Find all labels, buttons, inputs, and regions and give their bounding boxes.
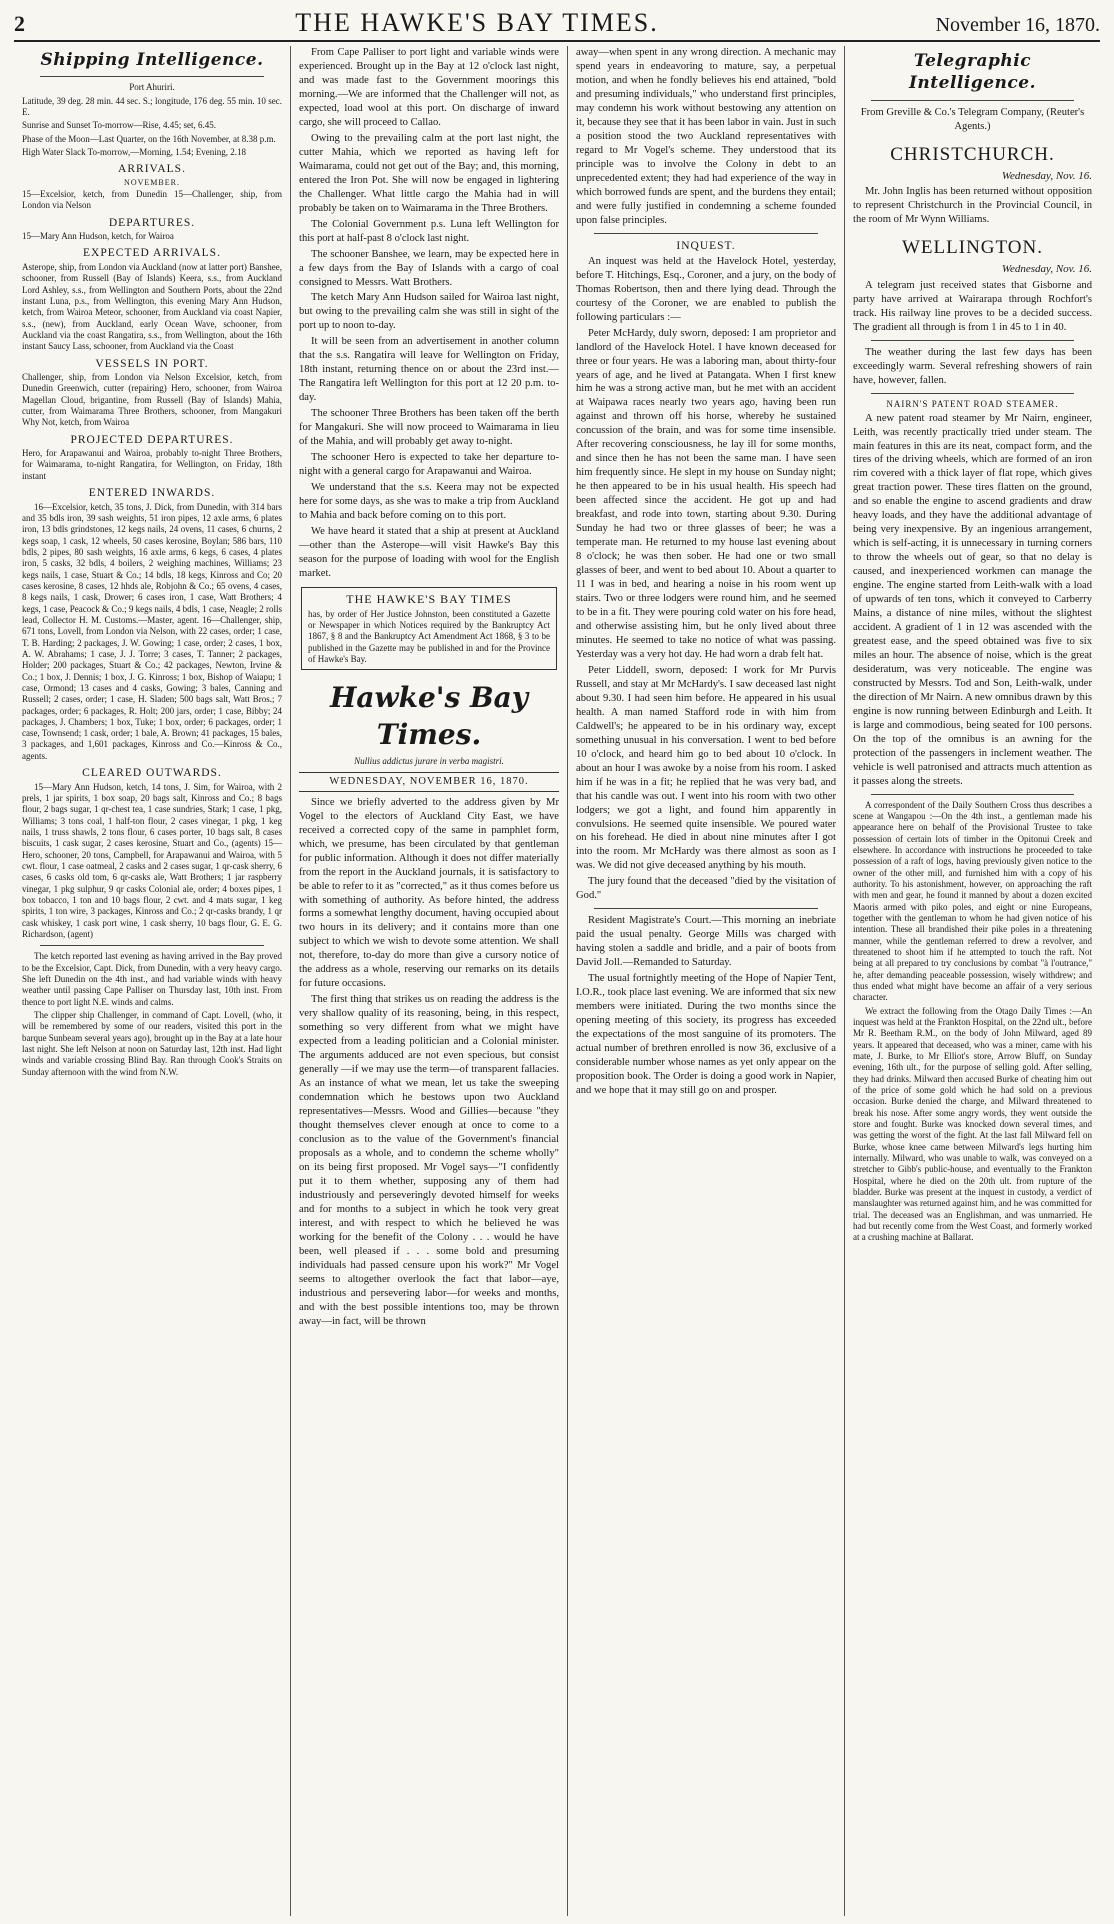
inquest-para: The jury found that the deceased "died by the visitation of God." [576,876,836,902]
christchurch-news: Mr. John Inglis has been returned without opposition to represent Christchurch in the Provincial Council, in the room of Mr Wynn Williams. [853,186,1092,226]
editorial-continued: away—when spent in any wrong direction. A mechanic may spend years in endeavoring to mature, say, a perpetual motion, and when he fondly believes his end attained, "bold and presuming individuals," who understand first principles, may condemn his work without bestowing any attention on it, because they see that it has been labor in vain. Just in such a position stood the two Auckland representatives with regard to Mr Vogel's scheme. They understood that its principle was to involve the Colony in debt to an unprecedented extent; they had had experience of the way in which borrowed funds are spent, and the burdens they entail; and were fully justified in condemning a scheme founded upon false principles. [576,47,836,226]
shipping-para: From Cape Palliser to port light and variable winds were experienced. Brought up in the Bay at 12 o'clock last night, and was made fast to the Government moorings this morning.—We are informed that the Challenger will not, as expected, load wool at this port. On discharge of inward cargo, she will proceed to Callao. [299,47,559,128]
vessels-in-port: Challenger, ship, from London via Nelson Excelsior, ketch, from Dunedin Greenwich, cutter (repairing) Hero, schooner, from Wairoa Magellan Cloud, brigantine, from Russell (Bay of Islands) Mahia, cutter, from Waimarama Three Brothers, schooner, from Mangakuri Why Not, ketch, from Wairoa [22,372,282,428]
notice-body: has, by order of Her Justice Johnston, been constituted a Gazette or Newspaper in which Notices required by the Bankruptcy Act 1867, § 8 and the Bankruptcy Act Amendment Act 1868, § 3 to be published in the Gazette may be published in and for the Province of Hawke's Bay. [308,608,550,664]
inquest-para: Peter Liddell, sworn, deposed: I work for Mr Purvis Russell, and stay at Mr McHardy's. I saw deceased last night about 9.30. I had seen him before. He appeared in his usual health. A man named Stafford rode in with him from Caldwell's; he appeared to be in his ordinary way, except something unusual in his conversation. I went to bed before 10 o'clock, and heard him go to bed about 10 o'clock. In about an hour I was awoke by a noise from his room. I asked him if he was in a fit; he replied that he was very bad, and that his candle was out. I went into his room with two other lodgers; we got a light, and found him apparently in convulsions. He seemed quite insensible. We poured water on his forehead. He died in about nine minutes after I got into the room. Mr McHardy was there almost as soon as I was. We did not give deceased anything by his mouth. [576,664,836,872]
arrivals: 15—Excelsior, ketch, from Dunedin 15—Challenger, ship, from London via Nelson [22,188,282,211]
column-1 [14,46,290,1916]
shipping-para: We have heard it stated that a ship at present at Auckland—other than the Asterope—will visit Hawke's Bay this season for the purpose of loading with wool for the English market. [299,525,559,579]
cleared-outwards: 15—Mary Ann Hudson, ketch, 14 tons, J. Sim, for Wairoa, with 2 prels, 1 jar spirits, 1 box soap, 20 bags salt, Kinross and Co.; 8 bags flour, 2 bags sugar, 1 qr-chest tea, 1 case sundries, Stark; 1 case, 1 pkg, Williams; 3 tons coal, 1 half-ton flour, 2 cases vinegar, 1 pkg, 1 keg nails, 1 truss shawls, 2 tons flour, 6 cases porter, 10 bags salt, 8 cases biscuits, 1 cask sugar, 2 cases kerosine, Stuart and Co., (agents) 15—Hero, schooner, 20 tons, Campbell, for Arapawanui and Wairoa, with 5 cwt. flour, 1 case oatmeal, 2 casks and 2 cases sugar, 1 qr-cask sherry, 6 cases, 6 casks old tom, 6 qr-casks ale, Watt Brothers; 1 jar raspberry vinegar, 1 pkg sulphur, 9 qr casks Colonial ale, order; 4 boxes pipes, 1 box tobacco, 1 ton and 10 bags flour, 2 cwt. and 4 mats sugar, 1 keg spirits, 1 ton wire, 3 packages, Kinross and Co.; 2 qr-casks brandy, 1 qr cask whiskey, 1 cask port wine, 1 cask sherry, 10 bags flour, G. E. G. Richardson, (agent) [22,781,282,939]
expected-heading: EXPECTED ARRIVALS. [83,247,221,260]
editorial-masthead: Hawke's Bay Times. [329,681,529,752]
departures: 15—Mary Ann Hudson, ketch, for Wairoa [22,231,174,242]
projected-departures: Hero, for Arapawanui and Wairoa, probably to-night Three Brothers, for Waimarama, to-night Rangatira, for Wellington, on Friday, 18th instant [22,448,282,481]
shipping-para: The schooner Banshee, we learn, may be expected here in a few days from the Bay of Islands with a cargo of coal consigned to Messrs. Watt Brothers. [299,248,559,288]
shipping-para: Owing to the prevailing calm at the port last night, the cutter Mahia, which we reported as having left for Waimarama, could not get out of the Bay; and, this morning, entered the Iron Pot. She will now be engaged in lightering the Challenger. What little cargo the Mahia had in will probably be taken on to Waimarama in the Three Brothers. [299,132,559,214]
gazette-notice [301,587,557,670]
arrivals-heading: ARRIVALS. [118,163,186,176]
motto: Nullius addictus jurare in verba magistri. [354,756,504,766]
rm-court: Resident Magistrate's Court.—This morning an inebriate paid the usual penalty. George Mills was charged with having stolen a saddle and bridle, and a pair of boots from David Joll.—Remanded to Saturday. [576,915,836,969]
dateline-christchurch: Wednesday, Nov. 16. [1001,169,1092,182]
weather-news: The weather during the last few days has been exceedingly warm. Several refreshing showers of rain have, however, fallen. [853,346,1092,386]
editorial-para: The first thing that strikes us on reading the address is the very shallow quality of its reasoning, being, in this respect, something so very different from what we might have expected from a leading politician and a Colonial minister. The arguments adduced are not even specious, but consist generally —if we may use the term—of transparent fallacies. As an instance of what we mean, let us take the sweeping condemnation which he bestows upon two Auckland representatives—Messrs. Wood and Gillies—because "they thought themselves clever enough at once to come to a conclusion as to the value of the Government's financial proposals as a whole, and to condemn the scheme wholly" on its being first proposed. Mr Vogel says—"I confidently put it to them whether, supposing any of them had industriously and perseveringly devoted himself for weeks and for months to a subject in which he took very great interest, and with respect to which he believed he was working for the benefit of the Colony . . . would he have been, well pleased if . . . some bold and presuming individuals had passed censure upon his work?" Mr Vogel seems to altogether overlook the fact that labor—aye, industrious and persevering labor—for weeks and months, and with the best possible intentions too, may be thrown away—in fact, will be thrown [299,994,559,1327]
wellington-news: A telegram just received states that Gisborne and party have arrived at Wairarapa through Rochfort's track. His railway line proves to be a decided success. The gradient all through is from 1 in 45 to 1 in 40. [853,279,1092,333]
city-wellington: WELLINGTON. [902,237,1043,259]
newspaper-title: THE HAWKE'S BAY TIMES. [295,8,659,37]
column-4 [844,46,1100,1916]
shipping-heading: Shipping Intelligence. [40,50,264,70]
column-2 [290,46,567,1916]
nairn-heading: NAIRN'S PATENT ROAD STEAMER. [886,398,1059,409]
editorial-dateline: WEDNESDAY, NOVEMBER 16, 1870. [299,772,559,792]
challenger-report: The clipper ship Challenger, in command of Capt. Lovell, (who, it will be remembered by some of our readers, visited this port in the barque Sunbeam several years ago), brought up in the Bay at a late hour last night. She left Nelson at noon on Saturday last, 12th inst. Had light winds and variable crossing Blind Bay. Ran through Cook's Straits on Sunday afternoon with the wind from N.W. [22,1009,282,1077]
departures-heading: DEPARTURES. [108,216,196,229]
nairn-article: A new patent road steamer by Mr Nairn, engineer, Leith, was recently practically tried under steam. The main features in this are its neat, compact form, and the tires of the driving wheels, which are formed of an iron rim covered with a thick layer of flat rope, which gives great traction power. These tires flatten on the ground, and so enable the engine to ascend gradients and draw heavy loads, and they have the additional advantage of being very inexpensive. By an ingenious arrangement, which is self-acting, it is unnecessary in turning corners to throw the wheels out of gear, so that no delay is caused, and inexperienced workmen can manage the engine. The engine started from Leith-walk with a load of upwards of ten tons, which it conveyed to Carberry Mains, a distance of nine miles, without the slightest accident. A gradient of 1 in 12 was ascended with the greatest ease, and the speed obtained was five to six miles an hour. The absence of noise, which is the great desideratum, was very noticeable. The engine was constructed by Messrs. Tod and Son, Leith-walk, under the direction of Mr Nairn. A new omnibus drawn by this engine is now running between Edinburgh and Leith. It is large and commodious, being seated for 100 persons. On the top of the omnibus is an awning for the protection of the passengers in inclement weather. The vehicle is well patronised and attracts much attention as it passes along the streets. [853,412,1092,787]
shipping-para: We understand that the s.s. Keera may not be expected here for some days, as she was to make a trip from Auckland to Mahia and back before coming on to this port. [299,482,559,521]
sunrise: Sunrise and Sunset To-morrow—Rise, 4.45; set, 6.45. [22,120,216,131]
masthead [14,8,1100,42]
inquest-para: Peter McHardy, duly sworn, deposed: I am proprietor and landlord of the Havelock Hotel. I have known deceased for three or four years. He was a laboring man, about thirty-four years of age, and he lived at Patangata. When I first knew him he was a strong active man, but he met with an accident at Waipawa races nearly two years ago, having been run against and thrown off his horse, whereby he sustained concussion of the brain, and was for some time insensible. After recovering consciousness, he lay ill for some months, and since then he has not been the same man. I have seen him frequently since. He slept in my house on Sunday night; he then appeared to be in his usual health. His speech had been affected since the accident. He got up and had breakfast, and rode into town, starting about 9.30. During Sunday he had two or three glasses of beer; he was a temperate man. He returned to my house last evening about 8 o'clock; he was then sober. He had one or two small glasses of beer, and went to bed about 10. About a quarter to 11 I was in bed, and hearing a noise in his room went up stairs. Two or three lodgers were round him, and he seemed to be in a fit. They were pouring cold water on his fore head, and otherwise assisting him, but he only lived about three minutes. He seemed to take no notice of what was passing. Yesterday was a very hot day. He had worn a drab felt hat. [576,327,836,660]
projected-heading: PROJECTED DEPARTURES. [70,433,234,446]
excelsior-report: The ketch reported last evening as having arrived in the Bay proved to be the Excelsior, Capt. Dick, from Dunedin, with a very heavy cargo. She left Dunedin on the 4th inst., and had variable winds with heavy weather until passing Cape Palliser on Thursday last, 10th inst. From thence to port light N.E. winds and calms. [22,951,282,1007]
moon-phase: Phase of the Moon—Last Quarter, on the 16th November, at 8.38 p.m. [22,133,276,144]
high-water: High Water Slack To-morrow,—Morning, 1.54; Evening, 2.18 [22,147,246,158]
vessels-heading: VESSELS IN PORT. [95,357,209,370]
dateline-wellington: Wednesday, Nov. 16. [1001,263,1092,276]
shipping-para: It will be seen from an advertisement in another column that the s.s. Rangatira will leave for Wellington on Friday, 18th instant, returning thence on or about the 23rd inst.—The Rangatira left Wellington for this port at 12 20 p.m. to-day. [299,336,559,404]
entered-inwards: 16—Excelsior, ketch, 35 tons, J. Dick, from Dunedin, with 314 bars and 35 bdls iron, 39 sash weights, 51 iron pipes, 12 axle arms, 6 plates iron, 13 bdls grindstones, 12 kegs nails, 24 ovens, 11 cases, 6 churns, 2 kegs soap, 1 cask, 12 wheels, 50 cases kerosine, Boylan; 586 bars, 110 bdls, 2 pipes, 80 sash weights, 16 axle arms, 6 kegs, 6 cases, 4 plates iron, 5 casks, 32 bdls, 4 boilers, 2 weighing machines, Williams; 23 kegs nails, 1 case, Stuart & Co.; 14 bdls, 18 kegs, Kinross and Co; 20 cases kerosine, 8 cases, 12 hhds ale, Robjohn & Co.; 65 ovens, 4 cases, 8 kegs nails, 1 cask, Drower; 6 cases iron, 1 case, Watt Brothers; 4 kegs, 1 case, Peacock & Co.; 9 kegs nails, 4 bdls, 1 case, Neagle; 2 rolls lead, Collector H. M. Customs.—Master, agent. 16—Challenger, ship, 671 tons, Lovell, from London via Nelson, with 22 cases, order; 1 case, T. B. Harding; 2 packages, J. W. Gowing; 1 case, order; 2 cases, 1 box, A. W. Abrahams; 1 case, J. J. Torre; 3 cases, T. Tanner; 2 packages, Holder; 200 packages, Stuart & Co.; 42 packages, Newton, Irvine & Co.; 1 box, J. Dennis; 1 box, J. G. Kinross; 1 box, Bishop of Waiapu; 1 case, Ormond; 13 cases and 4 casks, Gowing; 3 bales, Canning and Russell; 2 cases, order; 1 case, H. Sladen; 500 bags salt, Watt Bros.; 7 packages, order; 6 packages, R. Holt; 200 jars, order; 1 case, Bibby; 24 packages, J. Chambers; 1 box, Tuke; 1 box, order; 6 packages, order; 1 case, Townsend; 1 cask, order; 1 bale, A. Brown; 41 packages, 15 bales, 3 packages, and 1,601 packages, Kinross and Co.—Kinross & Co., agents. [22,501,282,761]
column-3 [567,46,844,1916]
hope-of-napier: The usual fortnightly meeting of the Hope of Napier Tent, I.O.R., took place last evening. We are informed that six new members were initiated. During the two months since the opening meeting of this society, its progress has exceeded the expectations of the most sanguine of its promoters. The actual number of brethren enrolled is now 36, exclusive of a considerable number whose names as yet only appear on the proposition book. The Order is doing a good work in Napier, and we hope that it may still go on and prosper. [576,973,836,1096]
otago-article: We extract the following from the Otago Daily Times :—An inquest was held at the Frankton Hospital, on the 22nd ult., before Mr R. Beetham R.M., on the body of John Milward, aged 89 years. It appeared that deceased, who was a miner, came with his mate, J. Burke, to Mr Elliot's store, Arrow Bluff, on Sunday evening, 16th ult., for the purpose of selling gold. After selling, they had drinks. Milward then accused Burke of cheating him out of the price of some gold which he had sold on a previous occasion. Burke denied the charge, and Milward threatened to break his nose. After some angry words, they went outside the store and fought. Burke was knocked down several times, and was getting the worst of the fight. At the last fall Milward fell on Burke, whose knee came between Milward's legs hurting him internally. Milward, who was unable to walk, was conveyed on a stretcher to Gibb's public-house, and eventually to the Frankton Hospital, where he died on the 20th ult. from rupture of the bladder. Burke was present at the inquest in custody, a verdict of manslaughter was returned against him, and he was committed for trial. The deceased was an Englishman, and was unmarried. He had but recently come from the West Coast, and formerly worked at a crushing machine at Ballarat. [853,1005,1092,1243]
editorial-para: Since we briefly adverted to the address given by Mr Vogel to the electors of Auckland City East, we have received a corrected copy of the same in pamphlet form, which, we presume, has been circulated by that gentleman for public information. Although it does not differ materially from the report in the Auckland journals, it is satisfactory to be able to refer to it as "corrected," as it thus comes before us with something of authority. As before hinted, the address forms a somewhat lengthy document, having occupied about two hours in its delivery; and it contains more than one subject to which we wish to devote some attention. We shall not, therefore, to-day do more than give a cursory notice of the address as a whole, reserving our remarks on its details for future occasions. [299,796,559,990]
latitude: Latitude, 39 deg. 28 min. 44 sec. S.; longitude, 176 deg. 55 min. 10 sec. E. [22,95,282,118]
inquest-heading: INQUEST. [676,239,736,252]
shipping-para: The ketch Mary Ann Hudson sailed for Wairoa last night, but owing to the prevailing calm she was still in sight of the port up to noon to-day. [299,292,559,332]
city-christchurch: CHRISTCHURCH. [890,143,1055,165]
columns [14,46,1100,1916]
port-name: Port Ahuriri. [129,82,175,93]
inquest-para: An inquest was held at the Havelock Hotel, yesterday, before T. Hitchings, Esq., Coroner, and a jury, on the body of Thomas Robertson, then and there lying dead. Through the courtesy of the Coroner, we are enabled to publish the following particulars :— [576,255,836,323]
outwards-heading: CLEARED OUTWARDS. [82,767,222,780]
wangapou-article: A correspondent of the Daily Southern Cross thus describes a scene at Wangapou :—On the 4th inst., a gentleman made his appearance here on behalf of the Provisional Trustee to take possession of certain lots of timber in the Opitonui Creek and elsewhere. In accordance with instructions he proceeded to take possession of a raft of logs, having previously given notice to the owner of the other mill, and furnished him with a copy of his authority. To his astonishment, however, on approaching the raft with men and gear, he found it manned by about a dozen excited Maoris armed with piko poles, and eight or nine Europeans, together with the gentleman to whom he had given notice of his intention. These all brandished their pike poles in a threatening manner, while the gentleman referred to drew a revolver, and threatened to shoot him if he attempted to touch the raft. Not being at all prepared to try conclusions by combat "à l'outrance," he, after demanding peaceable possession, wisely withdrew; and thus ended what might have become an affair of a very serious character. [853,799,1092,1003]
shipping-para: The schooner Three Brothers has been taken off the berth for Mangakuri. She will now proceed to Waimarama in lieu of the Mahia, and will probably get away to-night. [299,408,559,448]
expected-arrivals: Asterope, ship, from London via Auckland (now at latter port) Banshee, schooner, from Russell (Bay of Islands) Keera, s.s., from Auckland Lord Ashley, s.s., from Wellington and Southern Ports, about the 22nd instant Luna, p.s., from Wellington, this evening Mary Ann Hudson, ketch, from Wairoa Meteor, schooner, from Auckland via coast Napier, s.s., (new), from Auckland, early Ocean Wave, schooner, from Auckland via the coast Rangatira, s.s., from Wellington, about the 16th instant Saucy Lass, schooner, from Auckland via the Coast [22,261,282,352]
month-label: NOVEMBER. [124,177,180,187]
inwards-heading: ENTERED INWARDS. [88,487,216,500]
telegram-source: From Greville & Co.'s Telegram Company, (Reuter's Agents.) [860,106,1085,132]
telegraphic-heading: Telegraphic Intelligence. [908,51,1036,94]
shipping-para: The schooner Hero is expected to take her departure to-night with a general cargo for Arapawanui and Wairoa. [299,452,559,478]
notice-title: THE HAWKE'S BAY TIMES [346,591,512,606]
page-number: 2 [14,11,25,36]
issue-date: November 16, 1870. [935,14,1100,36]
shipping-para: The Colonial Government p.s. Luna left Wellington for this port at half-past 8 o'clock last night. [299,218,559,244]
